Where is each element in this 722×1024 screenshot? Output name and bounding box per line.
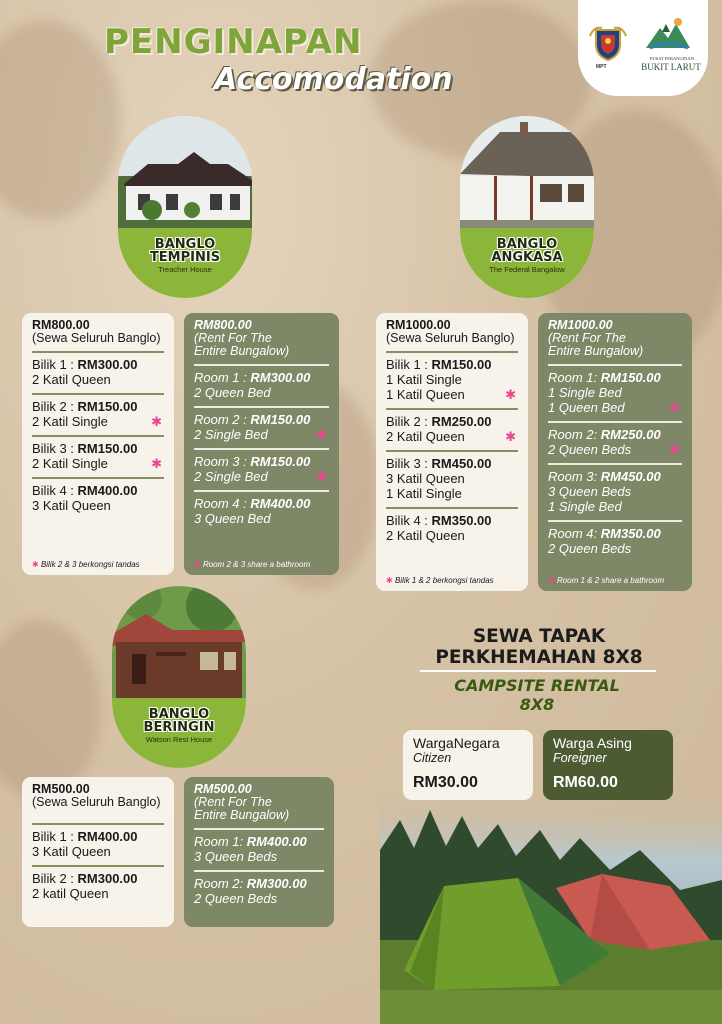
shared-bathroom-star-icon: ✱ — [669, 400, 680, 415]
whole-price: RM1000.00 — [386, 318, 451, 332]
room-beds: 1 Katil Queen — [386, 387, 465, 402]
room-beds: 2 katil Queen — [32, 886, 109, 901]
room-label: Bilik 1 : — [32, 357, 78, 372]
background-tree — [0, 20, 120, 220]
room-label: Room 2 : — [194, 412, 251, 427]
room-row — [386, 408, 518, 444]
room-price: RM350.00 — [431, 513, 492, 528]
whole-note-line2: Entire Bungalow) — [194, 344, 290, 358]
whole-note: (Sewa Seluruh Banglo) — [32, 795, 161, 809]
footnote — [194, 560, 310, 569]
tempinis-card-malay — [22, 313, 174, 575]
room-label: Bilik 4 : — [386, 513, 432, 528]
room-price: RM300.00 — [250, 370, 311, 385]
room-beds: 2 Katil Single — [32, 456, 108, 471]
room-label: Room 1: — [548, 370, 601, 385]
room-row — [32, 823, 164, 859]
room-row — [386, 507, 518, 543]
whole-note-line2: Entire Bungalow) — [548, 344, 644, 358]
camping-divider — [420, 670, 656, 672]
room-price: RM450.00 — [600, 469, 661, 484]
angkasa-card-english — [538, 313, 692, 591]
room-beds: 2 Katil Queen — [386, 429, 465, 444]
angkasa-subtitle: The Federal Bangalow — [489, 265, 565, 274]
beringin-house-photo — [112, 586, 246, 698]
mpt-crest-logo — [588, 22, 628, 62]
room-beds: 2 Single Bed — [194, 427, 268, 442]
footnote-star-icon: ✱ — [194, 560, 201, 569]
beringin-label — [112, 698, 246, 768]
citizen-label-english: Citizen — [413, 751, 452, 765]
whole-price: RM800.00 — [194, 318, 252, 332]
room-label: Room 1: — [194, 834, 247, 849]
title-english: Accomodation — [214, 62, 453, 97]
room-label: Room 3 : — [194, 454, 251, 469]
shared-bathroom-star-icon: ✱ — [151, 414, 162, 429]
room-beds: 2 Katil Queen — [386, 528, 465, 543]
room-label: Room 1 : — [194, 370, 251, 385]
footnote-text: Bilik 1 & 2 berkongsi tandas — [394, 576, 494, 585]
citizen-fee-card — [403, 730, 533, 800]
footnote-text: Room 2 & 3 share a bathroom — [202, 560, 311, 569]
tempinis-name-line2: TEMPINIS — [149, 250, 221, 265]
whole-price: RM500.00 — [194, 782, 252, 796]
beringin-name-line2: BERINGIN — [143, 720, 215, 735]
room-row — [194, 406, 329, 442]
bukit-larut-subtitle: PUSAT PERANGINAN — [649, 56, 695, 61]
beringin-badge — [112, 586, 246, 768]
room-beds: 3 Katil Queen — [386, 471, 465, 486]
room-price: RM400.00 — [246, 834, 307, 849]
room-row — [32, 865, 164, 901]
beringin-subtitle: Watson Rest House — [145, 735, 213, 744]
room-label: Bilik 3 : — [386, 456, 432, 471]
whole-price: RM800.00 — [32, 318, 90, 332]
angkasa-house-photo — [460, 116, 594, 228]
room-row — [194, 364, 329, 400]
footnote-text: Bilik 2 & 3 berkongsi tandas — [40, 560, 140, 569]
angkasa-name-line1: BANGLO — [496, 237, 558, 252]
footnote-star-icon: ✱ — [32, 560, 39, 569]
whole-note-line1: (Rent For The — [194, 795, 272, 809]
room-label: Bilik 4 : — [32, 483, 78, 498]
room-row — [194, 490, 329, 526]
angkasa-card-malay — [376, 313, 528, 591]
room-row — [32, 393, 164, 429]
tempinis-name-line1: BANGLO — [154, 237, 216, 252]
foreigner-label-malay: Warga Asing — [553, 735, 632, 751]
room-label: Bilik 3 : — [32, 441, 78, 456]
title-malay: PENGINAPAN — [104, 22, 363, 62]
shared-bathroom-star-icon: ✱ — [316, 469, 327, 484]
whole-note-line1: (Rent For The — [548, 331, 626, 345]
room-price: RM150.00 — [600, 370, 661, 385]
room-price: RM400.00 — [77, 829, 138, 844]
shared-bathroom-star-icon: ✱ — [669, 442, 680, 457]
foreigner-fee-card — [543, 730, 673, 800]
foreigner-label-english: Foreigner — [553, 751, 607, 765]
footnote — [32, 560, 140, 569]
citizen-label-malay: WargaNegara — [413, 735, 500, 751]
room-label: Room 2: — [194, 876, 247, 891]
room-label: Room 3: — [548, 469, 601, 484]
room-row — [194, 828, 324, 864]
background-tree — [0, 620, 100, 800]
room-price: RM300.00 — [77, 871, 138, 886]
footnote — [548, 576, 664, 585]
room-label: Room 2: — [548, 427, 601, 442]
tempinis-card-english — [184, 313, 339, 575]
room-row — [32, 435, 164, 471]
room-beds: 3 Katil Queen — [32, 498, 111, 513]
beringin-card-malay — [22, 777, 174, 927]
tempinis-badge — [118, 116, 252, 298]
room-price: RM150.00 — [250, 454, 311, 469]
room-beds: 2 Katil Single — [32, 414, 108, 429]
room-beds: 1 Queen Bed — [548, 400, 625, 415]
tempinis-subtitle: Treacher House — [158, 265, 212, 274]
camping-subtitle-line1: CAMPSITE RENTAL — [454, 676, 620, 695]
room-label: Bilik 2 : — [32, 399, 78, 414]
citizen-price: RM30.00 — [413, 774, 478, 791]
room-beds: 2 Queen Beds — [548, 541, 632, 556]
campsite-photo — [380, 790, 722, 1024]
whole-note: (Sewa Seluruh Banglo) — [386, 331, 515, 345]
room-price: RM350.00 — [600, 526, 661, 541]
room-price: RM250.00 — [431, 414, 492, 429]
room-beds: 3 Queen Bed — [194, 511, 271, 526]
room-label: Room 4 : — [194, 496, 251, 511]
angkasa-label — [460, 228, 594, 298]
room-row — [32, 351, 164, 387]
room-row — [386, 450, 518, 501]
whole-price: RM1000.00 — [548, 318, 613, 332]
room-beds: 2 Queen Beds — [548, 442, 632, 457]
room-price: RM300.00 — [77, 357, 138, 372]
room-price: RM150.00 — [250, 412, 311, 427]
room-beds: 1 Katil Single — [386, 372, 462, 387]
camping-title-line2: PERKHEMAHAN 8X8 — [435, 647, 643, 668]
footnote-text: Room 1 & 2 share a bathroom — [556, 576, 665, 585]
room-price: RM300.00 — [246, 876, 307, 891]
room-beds: 2 Queen Beds — [194, 891, 278, 906]
room-label: Room 4: — [548, 526, 601, 541]
room-row — [386, 351, 518, 402]
angkasa-name-line2: ANGKASA — [491, 250, 563, 265]
room-label: Bilik 1 : — [32, 829, 78, 844]
camping-title — [408, 626, 670, 668]
room-beds: 2 Queen Bed — [194, 385, 271, 400]
camping-title-line1: SEWA TAPAK — [472, 626, 606, 647]
bukit-larut-name: BUKIT LARUT — [641, 62, 701, 72]
camping-subtitle — [420, 676, 654, 714]
room-row — [32, 477, 164, 513]
room-beds: 2 Katil Queen — [32, 372, 111, 387]
angkasa-badge — [460, 116, 594, 298]
room-beds: 3 Queen Beds — [548, 484, 632, 499]
room-beds: 1 Katil Single — [386, 486, 462, 501]
room-row — [548, 364, 682, 415]
footnote-star-icon: ✱ — [386, 576, 393, 585]
foreigner-price: RM60.00 — [553, 774, 618, 791]
room-row — [548, 520, 682, 556]
bukit-larut-logo — [640, 14, 696, 54]
beringin-card-english — [184, 777, 334, 927]
whole-note: (Sewa Seluruh Banglo) — [32, 331, 161, 345]
room-price: RM150.00 — [431, 357, 492, 372]
shared-bathroom-star-icon: ✱ — [505, 429, 516, 444]
tempinis-label — [118, 228, 252, 298]
footnote — [386, 576, 494, 585]
whole-note-line1: (Rent For The — [194, 331, 272, 345]
whole-note-line2: Entire Bungalow) — [194, 808, 290, 822]
room-label: Bilik 2 : — [32, 871, 78, 886]
room-price: RM250.00 — [600, 427, 661, 442]
room-row — [194, 870, 324, 906]
room-price: RM150.00 — [77, 399, 138, 414]
room-row — [194, 448, 329, 484]
room-price: RM450.00 — [431, 456, 492, 471]
camping-subtitle-line2: 8X8 — [519, 695, 555, 714]
tempinis-house-photo — [118, 116, 252, 228]
whole-price: RM500.00 — [32, 782, 90, 796]
beringin-name-line1: BANGLO — [148, 707, 210, 722]
room-beds: 2 Single Bed — [194, 469, 268, 484]
room-beds: 3 Queen Beds — [194, 849, 278, 864]
room-beds: 1 Single Bed — [548, 385, 622, 400]
room-beds: 3 Katil Queen — [32, 844, 111, 859]
room-row — [548, 421, 682, 457]
room-price: RM150.00 — [77, 441, 138, 456]
footnote-star-icon: ✱ — [548, 576, 555, 585]
room-label: Bilik 2 : — [386, 414, 432, 429]
room-price: RM400.00 — [77, 483, 138, 498]
shared-bathroom-star-icon: ✱ — [505, 387, 516, 402]
room-beds: 1 Single Bed — [548, 499, 622, 514]
shared-bathroom-star-icon: ✱ — [316, 427, 327, 442]
room-price: RM400.00 — [250, 496, 311, 511]
shared-bathroom-star-icon: ✱ — [151, 456, 162, 471]
mpt-label: MPT — [596, 64, 607, 70]
room-label: Bilik 1 : — [386, 357, 432, 372]
room-row — [548, 463, 682, 514]
